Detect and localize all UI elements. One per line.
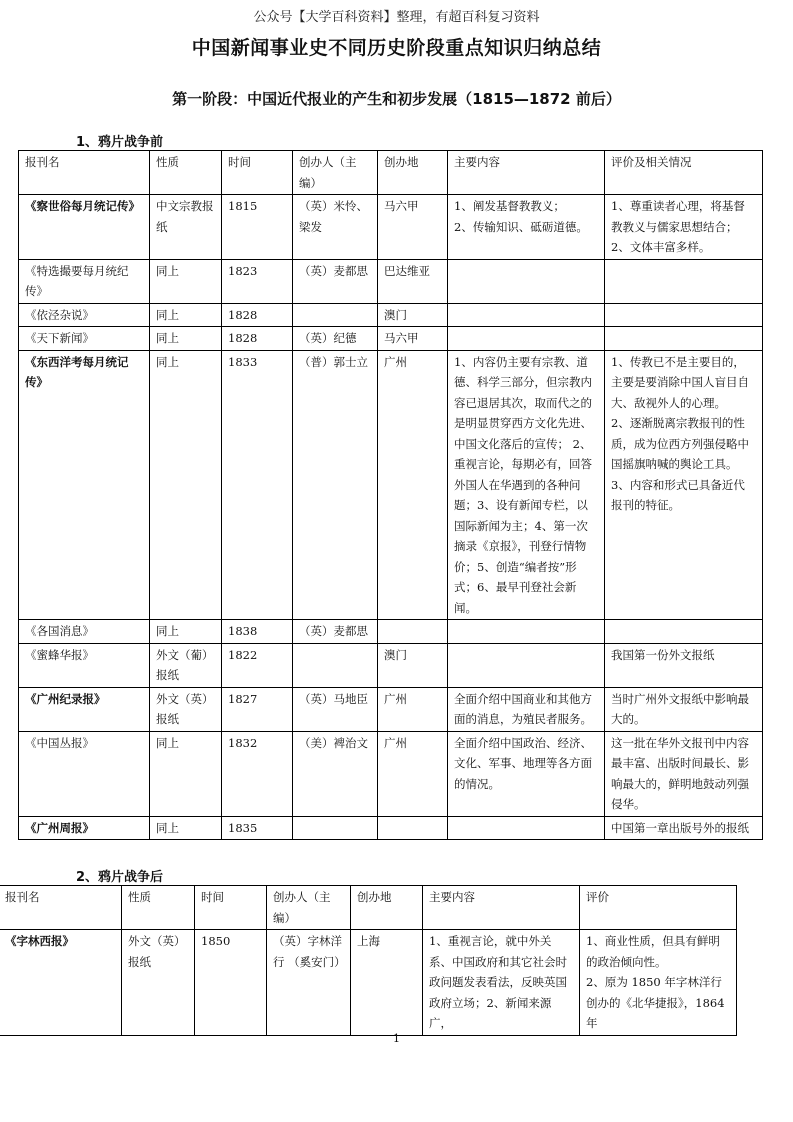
nature-cell: 外文（葡）报纸 [150, 643, 222, 687]
name-cell: 《天下新闻》 [19, 327, 150, 351]
table-row [19, 195, 763, 260]
place-cell: 澳门 [378, 303, 448, 327]
content-cell: 全面介绍中国商业和其他方面的消息，为殖民者服务。 [448, 687, 605, 731]
name-cell: 《中国丛报》 [19, 731, 150, 816]
name-cell: 《特选撮要每月统纪传》 [19, 259, 150, 303]
stage-title: 第一阶段：中国近代报业的产生和初步发展（1815—1872 前后） [172, 90, 621, 108]
evaluation-cell: 1、尊重读者心理，将基督教教义与儒家思想结合； 2、文体丰富多样。 [605, 195, 763, 260]
name-cell: 《广州纪录报》 [19, 687, 150, 731]
document-title: 中国新闻事业史不同历史阶段重点知识归纳总结 [191, 37, 602, 59]
table-row [19, 303, 763, 327]
table-row [0, 930, 737, 1036]
founder-cell: （英）米怜、梁发 [293, 195, 378, 260]
founder-cell [293, 816, 378, 840]
table-row [19, 643, 763, 687]
place-cell: 广州 [378, 350, 448, 620]
name-cell: 《东西洋考每月统记传》 [19, 350, 150, 620]
evaluation-cell [605, 303, 763, 327]
header-cell: 主要内容 [423, 886, 580, 930]
founder-cell: （英）字林洋行 （奚安门） [267, 930, 351, 1036]
content-cell: 全面介绍中国政治、经济、文化、军事、地理等各方面的情况。 [448, 731, 605, 816]
place-cell: 澳门 [378, 643, 448, 687]
nature-cell: 同上 [150, 327, 222, 351]
header-cell: 创办人（主编） [267, 886, 351, 930]
place-cell: 马六甲 [378, 195, 448, 260]
nature-cell: 同上 [150, 816, 222, 840]
table-header-row [19, 151, 763, 195]
newspaper-table-post-war [0, 885, 737, 1036]
header-cell: 时间 [195, 886, 267, 930]
header-cell: 时间 [222, 151, 293, 195]
content-cell: 1、内容仍主要有宗教、道德、科学三部分，但宗教内容已退居其次，取而代之的是明显贯穿西方文化先进、中国文化落后的宣传； 2、重视言论，每期必有，回答外国人在华遇到的各种问题；3、设有新闻专栏，以国际新闻为主；4、第一次摘录《京报》，刊登行情物价；5、创造“编者按”形式；6、最早刊登社会新闻。 [448, 350, 605, 620]
content-cell [448, 620, 605, 644]
founder-cell: （美）裨治文 [293, 731, 378, 816]
founder-cell [293, 643, 378, 687]
place-cell [378, 816, 448, 840]
header-cell: 性质 [122, 886, 195, 930]
nature-cell: 同上 [150, 620, 222, 644]
nature-cell: 外文（英）报纸 [150, 687, 222, 731]
name-cell: 《察世俗每月统记传》 [19, 195, 150, 260]
header-cell: 创办地 [351, 886, 423, 930]
year-cell: 1832 [222, 731, 293, 816]
content-cell: 1、阐发基督教教义； 2、传输知识、砥砺道德。 [448, 195, 605, 260]
founder-cell: （英）麦都思 [293, 620, 378, 644]
nature-cell: 同上 [150, 259, 222, 303]
place-cell: 广州 [378, 731, 448, 816]
year-cell: 1828 [222, 327, 293, 351]
year-cell: 1822 [222, 643, 293, 687]
evaluation-cell [605, 327, 763, 351]
year-cell: 1815 [222, 195, 293, 260]
newspaper-table-pre-war [18, 150, 763, 840]
evaluation-cell [605, 620, 763, 644]
table-row [19, 259, 763, 303]
table-header-row [0, 886, 737, 930]
nature-cell: 同上 [150, 350, 222, 620]
name-cell: 《蜜蜂华报》 [19, 643, 150, 687]
header-note: 公众号【大学百科资料】整理，有超百科复习资料 [253, 10, 540, 25]
header-cell: 评价 [580, 886, 737, 930]
place-cell: 广州 [378, 687, 448, 731]
table-row [19, 620, 763, 644]
year-cell: 1828 [222, 303, 293, 327]
content-cell [448, 643, 605, 687]
name-cell: 《广州周报》 [19, 816, 150, 840]
header-cell: 报刊名 [19, 151, 150, 195]
evaluation-cell: 中国第一章出版号外的报纸 [605, 816, 763, 840]
table-row [19, 350, 763, 620]
table-row [19, 327, 763, 351]
evaluation-cell: 当时广州外文报纸中影响最大的。 [605, 687, 763, 731]
nature-cell: 外文（英）报纸 [122, 930, 195, 1036]
content-cell [448, 259, 605, 303]
place-cell [378, 620, 448, 644]
place-cell: 马六甲 [378, 327, 448, 351]
founder-cell: （英）纪德 [293, 327, 378, 351]
evaluation-cell: 这一批在华外文报刊中内容最丰富、出版时间最长、影响最大的，鲜明地鼓动列强侵华。 [605, 731, 763, 816]
evaluation-cell: 1、传教已不是主要目的，主要是要消除中国人盲目自大、敌视外人的心理。 2、逐渐脱离宗教报刊的性质，成为位西方列强侵略中国摇旗呐喊的舆论工具。 3、内容和形式已具备近代报刊的特征。 [605, 350, 763, 620]
evaluation-cell [605, 259, 763, 303]
year-cell: 1835 [222, 816, 293, 840]
nature-cell: 同上 [150, 731, 222, 816]
name-cell: 《字林西报》 [0, 930, 122, 1036]
nature-cell: 同上 [150, 303, 222, 327]
name-cell: 《各国消息》 [19, 620, 150, 644]
year-cell: 1850 [195, 930, 267, 1036]
content-cell: 1、重视言论，就中外关系、中国政府和其它社会时政问题发表看法，反映英国政府立场；2、新闻来源广， [423, 930, 580, 1036]
page-number: 1 [393, 1032, 400, 1045]
header-cell: 创办地 [378, 151, 448, 195]
section-title: 2、鸦片战争后 [76, 870, 164, 885]
place-cell: 巴达维亚 [378, 259, 448, 303]
table-row [19, 731, 763, 816]
header-cell: 主要内容 [448, 151, 605, 195]
evaluation-cell: 我国第一份外文报纸 [605, 643, 763, 687]
year-cell: 1823 [222, 259, 293, 303]
founder-cell: （英）马地臣 [293, 687, 378, 731]
evaluation-cell: 1、商业性质，但具有鲜明的政治倾向性。 2、原为 1850 年字林洋行创办的《北华捷报》，1864 年 [580, 930, 737, 1036]
header-cell: 创办人（主编） [293, 151, 378, 195]
founder-cell [293, 303, 378, 327]
header-cell: 性质 [150, 151, 222, 195]
name-cell: 《依泾杂说》 [19, 303, 150, 327]
year-cell: 1838 [222, 620, 293, 644]
table-row [19, 687, 763, 731]
content-cell [448, 816, 605, 840]
header-cell: 报刊名 [0, 886, 122, 930]
nature-cell: 中文宗教报纸 [150, 195, 222, 260]
place-cell: 上海 [351, 930, 423, 1036]
table-row [19, 816, 763, 840]
header-cell: 评价及相关情况 [605, 151, 763, 195]
content-cell [448, 303, 605, 327]
section-title: 1、鸦片战争前 [76, 135, 164, 150]
year-cell: 1833 [222, 350, 293, 620]
founder-cell: （普）郭士立 [293, 350, 378, 620]
content-cell [448, 327, 605, 351]
year-cell: 1827 [222, 687, 293, 731]
founder-cell: （英）麦都思 [293, 259, 378, 303]
